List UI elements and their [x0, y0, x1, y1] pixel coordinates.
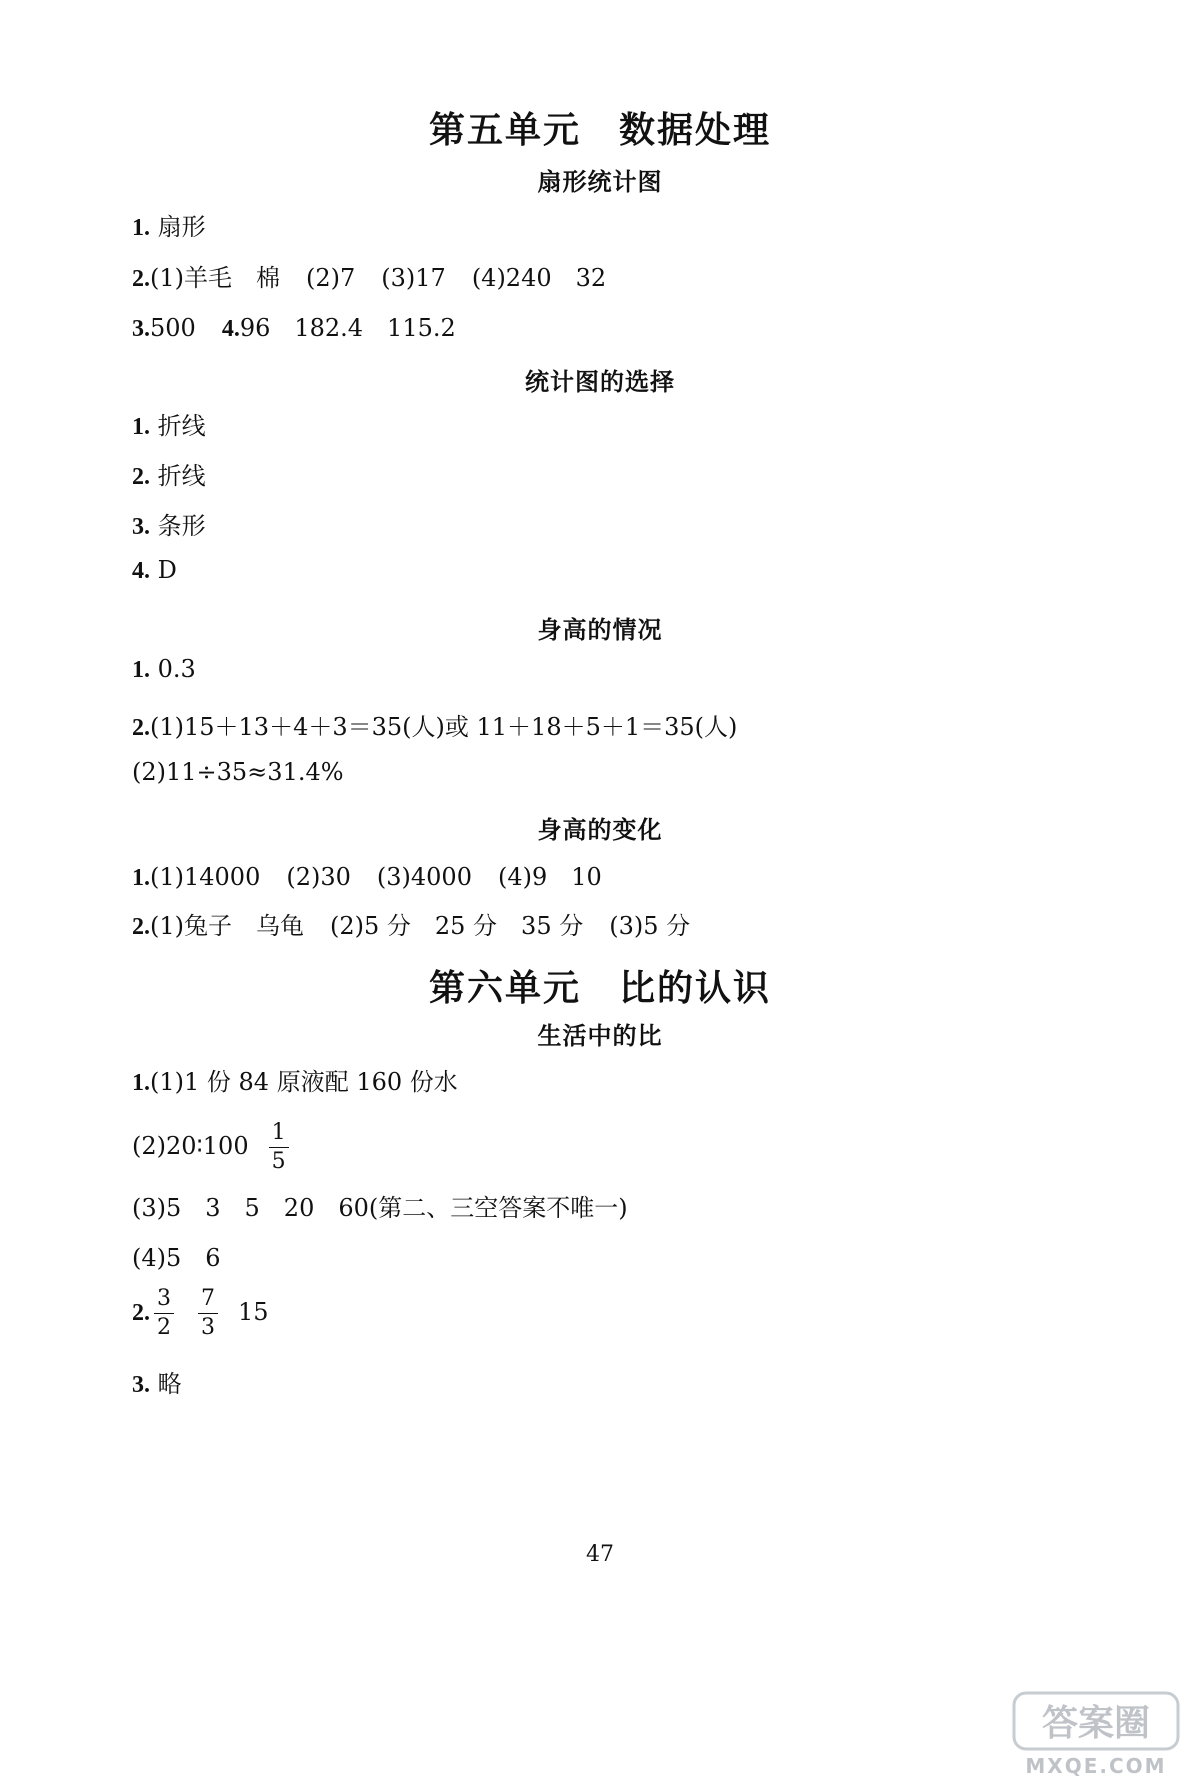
answer-text: 500	[150, 314, 196, 342]
answer-line	[132, 258, 606, 293]
answer-line	[132, 308, 456, 343]
question-number: 1.	[132, 865, 150, 891]
answer-line	[132, 655, 196, 684]
answer-text: (2)5 分 25 分 35 分	[330, 912, 584, 940]
answer-line	[132, 456, 206, 491]
question-number: 2.	[132, 715, 150, 741]
fraction-denominator: 3	[201, 1315, 215, 1340]
question-number: 2.	[132, 1300, 150, 1326]
answer-text: 折线	[157, 412, 206, 440]
page-number: 47	[586, 1542, 614, 1567]
answer-text: (3)5 3 5 20 60(第二、三空答案不唯一)	[132, 1194, 628, 1222]
answer-line	[132, 207, 206, 242]
answer-line	[132, 758, 344, 786]
fraction-denominator: 2	[157, 1315, 171, 1340]
question-number: 2.	[132, 914, 150, 940]
fraction	[198, 1288, 218, 1339]
question-number: 4.	[221, 316, 240, 342]
question-number: 4.	[132, 558, 150, 584]
answer-line	[132, 1238, 221, 1273]
watermark-icon	[1006, 1687, 1186, 1782]
question-number: 1.	[132, 1070, 150, 1096]
answer-text: 15	[238, 1298, 269, 1326]
watermark-logo	[1006, 1687, 1186, 1782]
answer-text: 扇形	[157, 213, 206, 241]
answer-text: 略	[157, 1370, 182, 1398]
question-number: 2.	[132, 266, 150, 292]
answer-text: (4)240 32	[471, 264, 607, 292]
fraction-numerator: 7	[198, 1288, 218, 1314]
answer-line	[132, 906, 690, 941]
answer-text: (3)4000	[376, 863, 472, 891]
answer-text: (2)11÷35≈31.4%	[132, 758, 344, 786]
fraction-numerator: 3	[154, 1288, 174, 1314]
answer-line	[132, 1062, 458, 1097]
fraction-numerator: 1	[269, 1122, 289, 1148]
question-number: 3.	[132, 514, 150, 540]
answer-text: (1)兔子 乌龟	[150, 912, 304, 940]
question-number: 3.	[132, 1372, 150, 1398]
answer-line	[132, 406, 206, 441]
answer-text: 96 182.4 115.2	[239, 314, 456, 342]
watermark-url: MXQE.COM	[1025, 1754, 1167, 1778]
answer-text: 0.3	[157, 655, 196, 683]
answer-text: 条形	[157, 512, 206, 540]
answer-text: (2)20∶100	[132, 1132, 249, 1160]
answer-text: (2)7	[306, 264, 356, 292]
answer-line	[132, 707, 737, 742]
section-title-chart-choice: 统计图的选择	[525, 368, 675, 396]
answer-line	[132, 1122, 293, 1173]
section-title-height-status: 身高的情况	[537, 616, 663, 644]
section-title-height-change: 身高的变化	[537, 816, 663, 844]
answer-text: (1)1 份 84 原液配 160 份水	[150, 1068, 458, 1096]
question-number: 2.	[132, 464, 150, 490]
question-number: 1.	[132, 414, 150, 440]
answer-text: 折线	[157, 462, 206, 490]
question-number: 1.	[132, 657, 150, 683]
answer-text: (1)羊毛 棉	[150, 264, 280, 292]
fraction-denominator: 5	[271, 1149, 286, 1174]
unit-6-title: 第六单元 比的认识	[428, 968, 771, 1009]
section-title-pie-chart: 扇形统计图	[537, 168, 663, 196]
answer-text: (3)5 分	[609, 912, 691, 940]
answer-line	[132, 857, 602, 892]
fraction	[269, 1122, 289, 1173]
unit-5-title: 第五单元 数据处理	[428, 110, 771, 151]
answer-text: (3)17	[381, 264, 446, 292]
answer-text: D	[157, 556, 177, 584]
answer-text: (2)30	[286, 863, 351, 891]
answer-text: (1)14000	[150, 863, 261, 891]
answer-line	[132, 1188, 628, 1223]
answer-text: (4)5 6	[132, 1244, 221, 1272]
question-number: 3.	[132, 316, 150, 342]
watermark-text: 答案圈	[1041, 1703, 1151, 1744]
answer-line	[132, 556, 177, 585]
answer-line	[132, 506, 206, 541]
answer-text: (4)9 10	[497, 863, 602, 891]
fraction	[154, 1288, 174, 1339]
answer-line	[132, 1364, 182, 1399]
question-number: 1.	[132, 215, 150, 241]
answer-text: (1)15＋13＋4＋3＝35(人)或 11＋18＋5＋1＝35(人)	[150, 713, 738, 741]
section-title-ratio-in-life: 生活中的比	[537, 1022, 663, 1050]
answer-line	[132, 1288, 269, 1339]
